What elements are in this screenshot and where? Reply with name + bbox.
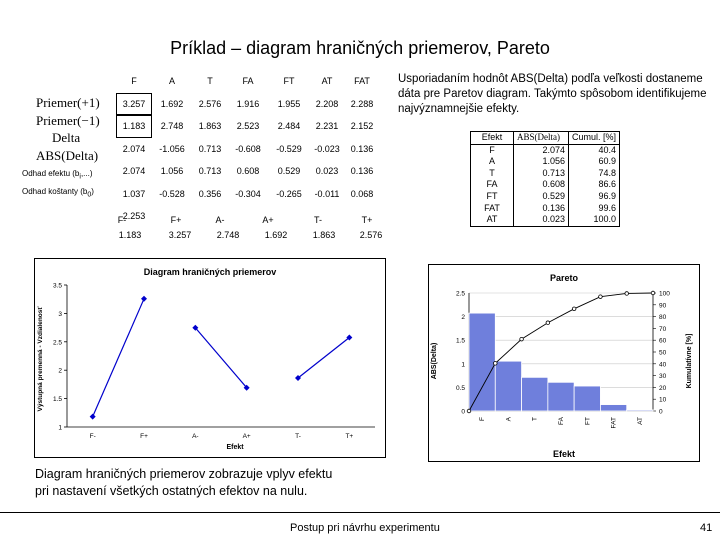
table-cell: 2.231 xyxy=(315,121,339,132)
x-axis-label: Efekt xyxy=(226,444,244,451)
pareto-chart-panel xyxy=(428,264,700,462)
table-cell: 1.863 xyxy=(198,121,222,132)
effects-table xyxy=(116,70,380,228)
x-tick-label: AT xyxy=(636,417,644,425)
level-value: 3.257 xyxy=(168,230,192,240)
y-tick-label: 2.5 xyxy=(52,339,62,347)
cumulative-point xyxy=(599,295,603,299)
bar xyxy=(574,386,600,411)
data-point xyxy=(90,414,96,420)
table-cell: F A T FA FT FAT AT xyxy=(471,144,514,226)
table-cell: 2.074 xyxy=(122,143,146,154)
table-cell: 2.576 xyxy=(198,98,222,109)
y-tick-label: 1 xyxy=(58,424,62,432)
y-tick-label: 1.5 xyxy=(52,396,62,404)
col-header: Efekt xyxy=(471,132,514,145)
level-value: 1.183 xyxy=(118,230,142,240)
level-label: A+ xyxy=(262,215,274,225)
cumulative-point xyxy=(546,321,550,325)
chart-title: Diagram hraničných priemerov xyxy=(143,267,277,277)
col-header: A xyxy=(168,76,175,87)
table-cell: 2.484 xyxy=(277,121,301,132)
segment-line-T xyxy=(298,337,349,377)
table-cell: 0.356 xyxy=(198,188,222,199)
x-tick-label: A+ xyxy=(242,433,251,440)
x-tick-label: FAT xyxy=(610,417,618,429)
footer-text: Postup pri návrhu experimentu xyxy=(290,522,440,534)
table-cell: 2.074 xyxy=(122,166,146,177)
y2-tick-label: 60 xyxy=(659,337,667,345)
table-cell: 0.529 xyxy=(277,166,301,177)
col-header: AT xyxy=(321,76,333,87)
table-cell: 1.183 xyxy=(116,115,152,138)
level-label: F+ xyxy=(170,215,182,225)
col-header: FAT xyxy=(354,76,370,87)
page-number: 41 xyxy=(700,522,713,534)
y-tick-label: 2.5 xyxy=(455,290,465,298)
y-tick-label: 0 xyxy=(461,408,465,416)
col-header: T xyxy=(207,76,213,87)
table-cell: 2.288 xyxy=(350,98,374,109)
y2-tick-label: 50 xyxy=(659,349,667,357)
main-effects-chart xyxy=(35,259,385,457)
y-tick-label: 1 xyxy=(461,361,465,369)
segment-line-F xyxy=(93,299,144,417)
level-value: 2.748 xyxy=(216,230,240,240)
col-header: Cumul. [%] xyxy=(569,132,620,145)
row-label-mean-plus: Priemer(+1) xyxy=(36,95,100,110)
y-tick-label: 0.5 xyxy=(455,384,465,392)
y2-tick-label: 40 xyxy=(659,361,667,369)
y2-tick-label: 80 xyxy=(659,314,667,322)
bar xyxy=(627,410,653,411)
x-tick-label: T+ xyxy=(345,433,354,440)
x-tick-label: F+ xyxy=(140,433,148,440)
bar xyxy=(548,382,574,411)
table-cell: 0.608 xyxy=(236,166,260,177)
table-cell: 0.713 xyxy=(198,166,222,177)
table-cell: -0.023 xyxy=(314,143,340,154)
y2-tick-label: 10 xyxy=(659,396,667,404)
y-tick-label: 3.5 xyxy=(52,282,62,290)
x-tick-label: FA xyxy=(558,417,565,425)
table-cell: 1.916 xyxy=(236,98,260,109)
table-cell: 2.152 xyxy=(350,121,374,132)
chart-title: Pareto xyxy=(549,273,579,283)
y2-axis-label: Kumulatívne [%] xyxy=(686,333,693,389)
col-header: FA xyxy=(242,76,254,87)
main-effects-chart-panel xyxy=(34,258,386,458)
segment-line-A xyxy=(195,328,246,388)
x-tick-label: T- xyxy=(295,433,301,440)
table-cell: 1.955 xyxy=(277,98,301,109)
row-label-constant-estimate: Odhad koštanty $(b_0)$ xyxy=(22,187,94,199)
table-cell: -1.056 xyxy=(159,143,185,154)
table-cell: 2.074 1.056 0.713 0.608 0.529 0.136 0.023 xyxy=(514,144,569,226)
y-tick-label: 3 xyxy=(58,310,62,318)
y2-tick-label: 0 xyxy=(659,408,663,416)
x-tick-label: F xyxy=(479,417,487,421)
y2-tick-label: 100 xyxy=(659,290,670,298)
table-cell: 0.068 xyxy=(350,188,374,199)
pareto-chart xyxy=(429,265,699,461)
bar xyxy=(469,313,495,411)
table-cell: 2.523 xyxy=(236,121,260,132)
x-tick-label: F- xyxy=(89,433,96,440)
table-cell: -0.528 xyxy=(159,188,185,199)
y-axis-label: Výstupná premenná - Vzdialenosť xyxy=(37,306,44,412)
level-label: F- xyxy=(117,215,127,225)
cumulative-point xyxy=(493,362,497,366)
x-axis-label: Efekt xyxy=(552,449,576,459)
table-cell: -0.304 xyxy=(235,188,261,199)
cumulative-point xyxy=(467,409,471,413)
table-cell: 40.4 60.9 74.8 86.6 96.9 99.6 100.0 xyxy=(569,144,620,226)
cumulative-point xyxy=(651,291,655,295)
table-cell: 1.692 xyxy=(160,98,184,109)
table-cell: 0.023 xyxy=(315,166,339,177)
x-tick-label: A xyxy=(505,417,513,422)
x-tick-label: FT xyxy=(584,417,592,425)
col-header: FT xyxy=(283,76,295,87)
pareto-description: Usporiadaním hodnôt ABS(Delta) podľa veľkosti dostaneme dáta pre Paretov diagram. Takýmto spôsobom identifikujeme najvýznamnejšie efekty. xyxy=(398,73,707,115)
level-label: T- xyxy=(314,215,322,225)
row-label-delta: Delta xyxy=(52,130,81,145)
level-label: T+ xyxy=(361,215,373,225)
y-tick-label: 2 xyxy=(58,367,62,375)
y-tick-label: 2 xyxy=(461,314,465,322)
row-label-mean-minus: Priemer(−1) xyxy=(36,113,100,128)
level-value: 1.863 xyxy=(312,230,336,240)
bar xyxy=(522,377,548,411)
y2-tick-label: 30 xyxy=(659,373,667,381)
cumulative-point xyxy=(572,307,576,311)
pareto-table xyxy=(470,131,620,227)
table-cell: -0.011 xyxy=(314,188,340,199)
col-header: F xyxy=(131,76,137,87)
y2-tick-label: 70 xyxy=(659,325,667,333)
level-label: A- xyxy=(215,215,225,225)
table-cell-constant: 2.253 xyxy=(122,211,146,222)
row-label-effect-estimate: Odhad efektu $(b_i,...)$ xyxy=(22,169,93,181)
table-cell: 3.257 xyxy=(116,93,152,116)
col-header: ABS(Delta) xyxy=(514,132,569,145)
y2-tick-label: 20 xyxy=(659,384,667,392)
table-cell: -0.529 xyxy=(276,143,302,154)
table-cell: 2.208 xyxy=(315,98,339,109)
cumulative-point xyxy=(520,337,524,341)
bar xyxy=(495,361,521,411)
x-tick-label: T xyxy=(531,417,539,421)
table-cell: 0.713 xyxy=(198,143,222,154)
table-cell: 1.037 xyxy=(122,188,146,199)
level-value: 1.692 xyxy=(264,230,288,240)
y2-tick-label: 90 xyxy=(659,302,667,310)
data-point xyxy=(141,296,147,302)
y-tick-label: 1.5 xyxy=(455,337,465,345)
cumulative-point xyxy=(625,292,629,296)
table-cell: 0.136 xyxy=(350,143,374,154)
slide-title: Príklad – diagram hraničných priemerov, Pareto xyxy=(170,38,550,58)
chart-explanation: Diagram hraničných priemerov zobrazuje vplyv efektu pri nastavení všetkých ostatných efektov na nulu. xyxy=(35,467,333,498)
table-cell: -0.265 xyxy=(276,188,302,199)
table-cell: 0.136 xyxy=(350,166,374,177)
footer-divider xyxy=(0,512,720,513)
table-cell: -0.608 xyxy=(235,143,261,154)
row-label-abs-delta: ABS(Delta) xyxy=(36,148,99,163)
bar xyxy=(600,405,626,411)
level-value: 2.576 xyxy=(359,230,383,240)
x-tick-label: A- xyxy=(192,433,199,440)
table-cell: 1.056 xyxy=(160,166,184,177)
y-axis-label: ABS(Delta) xyxy=(431,342,438,380)
table-cell: 2.748 xyxy=(160,121,184,132)
